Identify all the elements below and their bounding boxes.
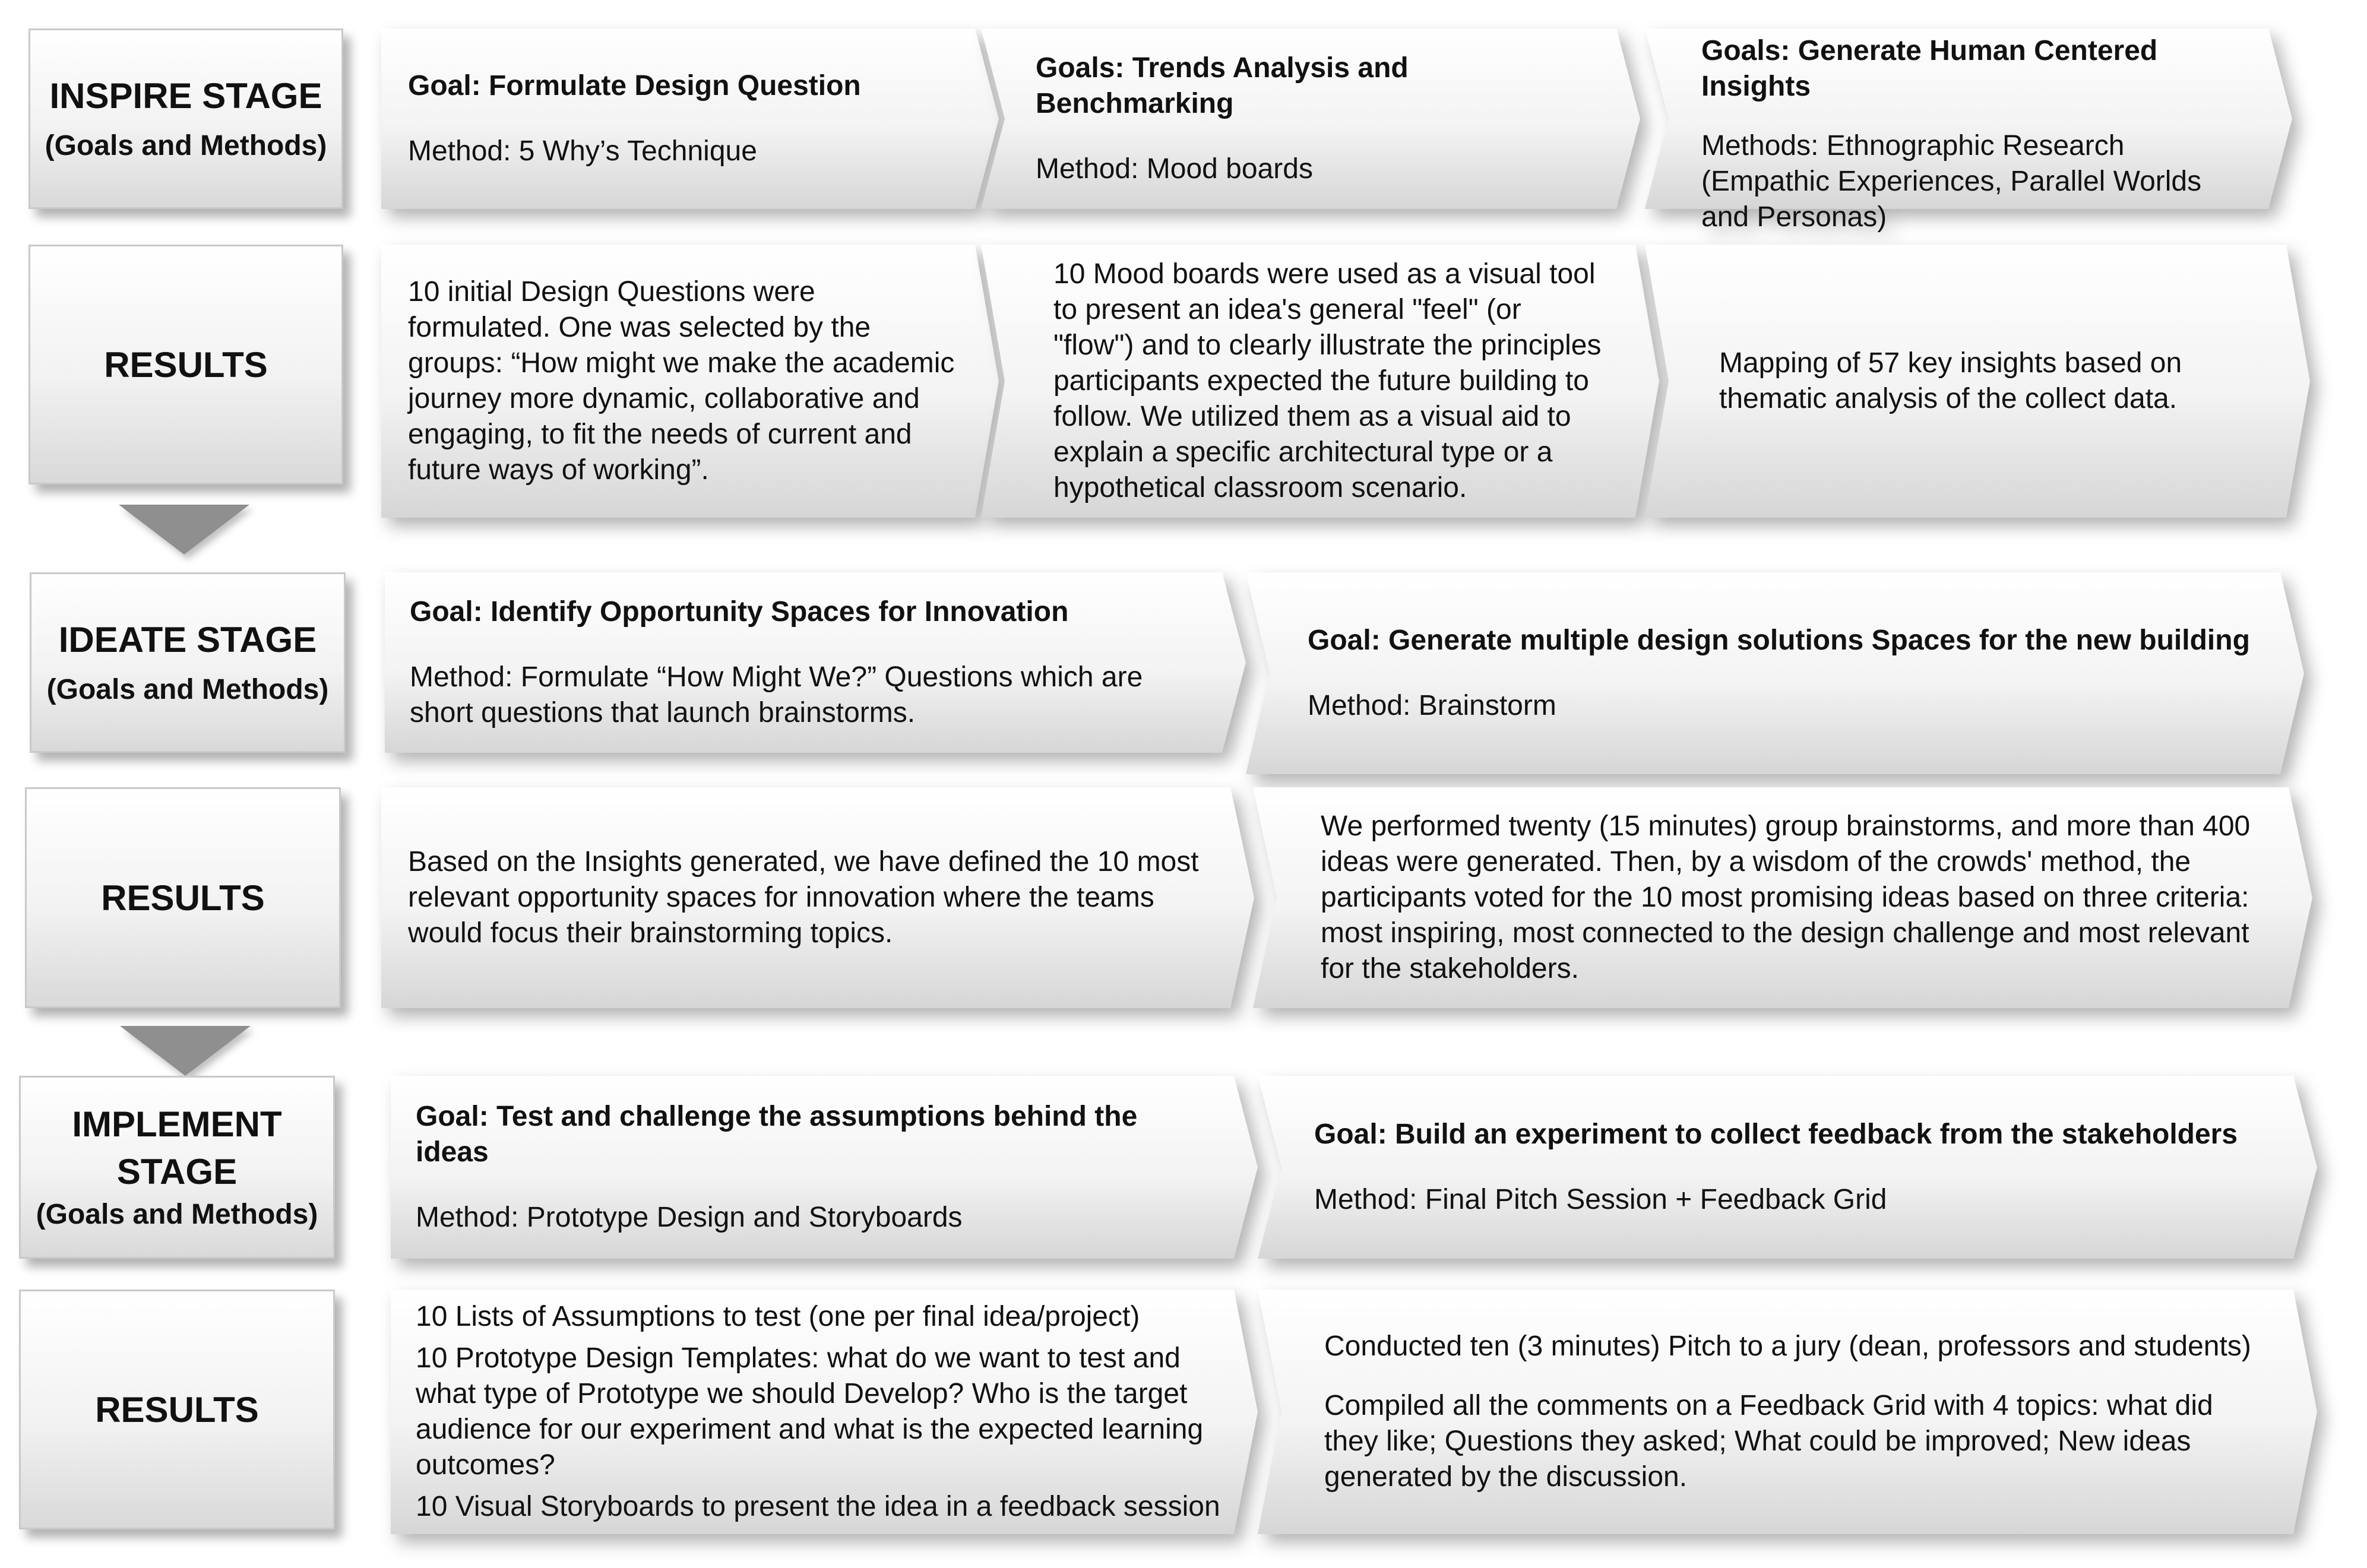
result-text: Conducted ten (3 minutes) Pitch to a jury (dean, professors and students) bbox=[1324, 1331, 2251, 1362]
result-text: We performed twenty (15 minutes) group brainstorms, and more than 400 ideas were generated. Then, by a wisdom of the crowds' method, the participants voted for the 10 most promising ideas based on three criteria: most inspiring, most connected to the design challenge and most relevant for the stakeholders. bbox=[1321, 810, 2251, 984]
method-text: Method: Formulate “How Might We?” Questions which are short questions that launch brainstorms. bbox=[410, 661, 1143, 728]
inspire-result-3 bbox=[1645, 245, 2310, 518]
inspire-goal-2 bbox=[981, 28, 1640, 209]
ideate-goal-1 bbox=[385, 572, 1246, 753]
ideate-result-1 bbox=[381, 787, 1254, 1008]
stage-title-line-1: IMPLEMENT bbox=[72, 1104, 282, 1144]
stage-title-line-2: STAGE bbox=[116, 1152, 238, 1192]
result-text: Based on the Insights generated, we have defined the 10 most relevant opportunity spaces for innovation where the teams would focus their brainstorming topics. bbox=[408, 846, 1199, 949]
stage-title: INSPIRE STAGE bbox=[49, 76, 322, 116]
stage-subtitle: (Goals and Methods) bbox=[36, 1199, 318, 1230]
stage-subtitle: (Goals and Methods) bbox=[46, 674, 329, 705]
result-text: 10 initial Design Questions were formulated. One was selected by the groups: “How might we make the academic journey more dynamic, collaborative and engaging, to fit the needs of current and future ways of working”. bbox=[408, 276, 955, 486]
ideate-stage-box bbox=[30, 572, 346, 753]
implement-goal-2 bbox=[1258, 1076, 2317, 1259]
down-arrow bbox=[119, 505, 249, 555]
goal-text: Goal: Identify Opportunity Spaces for Innovation bbox=[410, 596, 1069, 628]
ideate-goal-2 bbox=[1246, 572, 2304, 774]
method-text: Method: Prototype Design and Storyboards bbox=[416, 1202, 963, 1233]
method-text: Methods: Ethnographic Research (Empathic Experiences, Parallel Worlds and Personas) bbox=[1701, 130, 2202, 233]
method-text: Method: 5 Why’s Technique bbox=[408, 135, 757, 167]
inspire-results-box bbox=[29, 245, 343, 484]
goal-text: Goal: Formulate Design Question bbox=[408, 70, 861, 102]
goal-text: Goal: Generate multiple design solutions Spaces for the new building bbox=[1308, 625, 2250, 656]
inspire-result-1 bbox=[381, 245, 999, 518]
result-text: 10 Visual Storyboards to present the idea in a feedback session bbox=[416, 1491, 1220, 1522]
method-text: Method: Brainstorm bbox=[1308, 690, 1556, 721]
result-text: 10 Lists of Assumptions to test (one per final idea/project) bbox=[416, 1301, 1140, 1332]
implement-stage-box bbox=[19, 1076, 335, 1259]
method-text: Method: Mood boards bbox=[1036, 153, 1313, 185]
result-text: Compiled all the comments on a Feedback Grid with 4 topics: what did they like; Questions they asked; What could be improved; New ideas generated by the discussion. bbox=[1324, 1390, 2213, 1493]
method-text: Method: Final Pitch Session + Feedback Grid bbox=[1314, 1184, 1887, 1215]
ideate-result-2 bbox=[1253, 787, 2312, 1008]
goal-text: Goal: Test and challenge the assumptions behind the ideas bbox=[416, 1101, 1138, 1168]
inspire-goal-1 bbox=[381, 28, 999, 209]
implement-result-1 bbox=[391, 1290, 1258, 1534]
ideate-results-box bbox=[25, 787, 341, 1008]
result-text: Mapping of 57 key insights based on thematic analysis of the collect data. bbox=[1719, 347, 2182, 414]
goal-text: Goal: Build an experiment to collect feedback from the stakeholders bbox=[1314, 1119, 2238, 1150]
down-arrow bbox=[120, 1026, 251, 1076]
implement-result-2 bbox=[1258, 1290, 2317, 1534]
result-text: 10 Mood boards were used as a visual tool to present an idea's general "feel" (or "flow") and to clearly illustrate the principles participants expected the future building to follow. We utilized them as a visual aid to explain a specific architectural type or a hypothetical classroom scenario. bbox=[1053, 258, 1602, 503]
stage-title: IDEATE STAGE bbox=[58, 620, 317, 660]
inspire-result-2 bbox=[981, 245, 1659, 518]
results-title: RESULTS bbox=[104, 344, 268, 385]
goal-text: Goals: Generate Human Centered Insights bbox=[1701, 35, 2158, 102]
inspire-stage-box bbox=[29, 28, 343, 209]
results-title: RESULTS bbox=[95, 1389, 259, 1430]
implement-goal-1 bbox=[391, 1076, 1258, 1259]
implement-results-box bbox=[19, 1290, 335, 1529]
results-title: RESULTS bbox=[101, 878, 265, 918]
result-text: 10 Prototype Design Templates: what do we want to test and what type of Prototype we should Develop? Who is the target audience for our experiment and what is the expected learning outcomes? bbox=[416, 1342, 1204, 1481]
inspire-goal-3 bbox=[1645, 28, 2292, 233]
goal-text: Goals: Trends Analysis and Benchmarking bbox=[1036, 52, 1409, 119]
stage-subtitle: (Goals and Methods) bbox=[45, 130, 327, 161]
